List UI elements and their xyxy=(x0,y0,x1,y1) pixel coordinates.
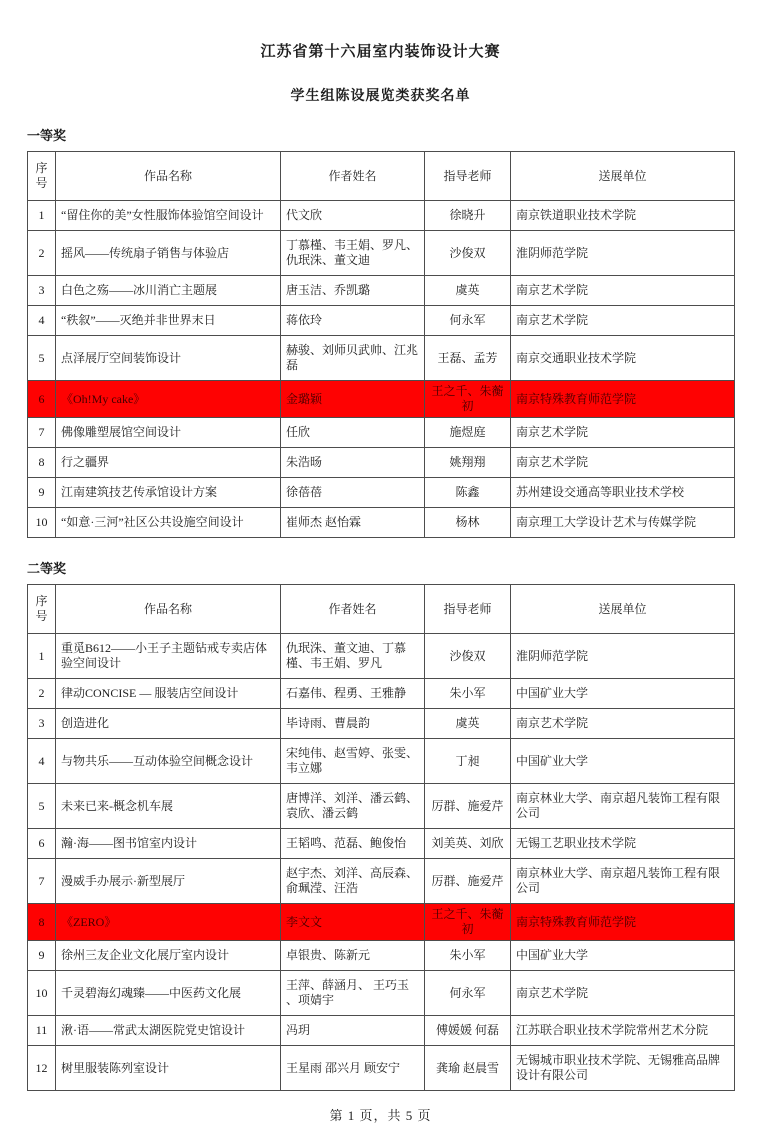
cell-title: “如意·三河”社区公共设施空间设计 xyxy=(56,508,281,538)
cell-unit: 中国矿业大学 xyxy=(511,941,735,971)
table-row xyxy=(28,904,735,941)
cell-title: 点泽展厅空间装饰设计 xyxy=(56,336,281,381)
column-header: 作者姓名 xyxy=(281,152,425,201)
cell-teachers: 丁昶 xyxy=(425,739,511,784)
table-row xyxy=(28,478,735,508)
cell-no: 9 xyxy=(28,478,56,508)
cell-teachers: 王之千、朱蘅初 xyxy=(425,381,511,418)
column-header: 作品名称 xyxy=(56,585,281,634)
cell-unit: 苏州建设交通高等职业技术学校 xyxy=(511,478,735,508)
cell-authors: 赵宇杰、刘洋、高辰森、俞珮滢、汪浩 xyxy=(281,859,425,904)
cell-no: 3 xyxy=(28,709,56,739)
cell-unit: 南京特殊教育师范学院 xyxy=(511,904,735,941)
cell-teachers: 王之千、朱蘅初 xyxy=(425,904,511,941)
cell-authors: 蒋依玲 xyxy=(281,306,425,336)
cell-authors: 冯玥 xyxy=(281,1016,425,1046)
table-row xyxy=(28,1046,735,1091)
cell-unit: 中国矿业大学 xyxy=(511,739,735,784)
cell-title: “留住你的美”女性服饰体验馆空间设计 xyxy=(56,201,281,231)
cell-unit: 中国矿业大学 xyxy=(511,679,735,709)
column-header: 送展单位 xyxy=(511,152,735,201)
cell-title: 徐州三友企业文化展厅室内设计 xyxy=(56,941,281,971)
cell-teachers: 虞英 xyxy=(425,709,511,739)
table-row xyxy=(28,941,735,971)
cell-title: 《ZERO》 xyxy=(56,904,281,941)
cell-no: 4 xyxy=(28,739,56,784)
cell-title: 瀚·海——图书馆室内设计 xyxy=(56,829,281,859)
cell-title: 行之疆界 xyxy=(56,448,281,478)
cell-title: 白色之殇——冰川消亡主题展 xyxy=(56,276,281,306)
cell-unit: 江苏联合职业技术学院常州艺术分院 xyxy=(511,1016,735,1046)
cell-title: 千灵碧海幻魂臻——中医药文化展 xyxy=(56,971,281,1016)
cell-teachers: 厉群、施爱芹 xyxy=(425,784,511,829)
awards-table xyxy=(27,584,735,1091)
cell-title: “秩叙”——灭绝并非世界末日 xyxy=(56,306,281,336)
cell-teachers: 何永军 xyxy=(425,306,511,336)
table-row xyxy=(28,859,735,904)
cell-no: 9 xyxy=(28,941,56,971)
cell-authors: 唐博洋、刘洋、潘云鹤、袁欣、潘云鹤 xyxy=(281,784,425,829)
section-label: 二等奖 xyxy=(27,561,67,576)
table-row xyxy=(28,508,735,538)
cell-teachers: 朱小军 xyxy=(425,941,511,971)
cell-title: 未来已来-概念机车展 xyxy=(56,784,281,829)
table-row xyxy=(28,829,735,859)
cell-no: 1 xyxy=(28,634,56,679)
cell-title: 江南建筑技艺传承馆设计方案 xyxy=(56,478,281,508)
cell-no: 7 xyxy=(28,859,56,904)
cell-title: 漫威手办展示·新型展厅 xyxy=(56,859,281,904)
section-label: 一等奖 xyxy=(27,128,67,143)
cell-no: 2 xyxy=(28,679,56,709)
cell-no: 10 xyxy=(28,971,56,1016)
cell-no: 8 xyxy=(28,904,56,941)
table-row xyxy=(28,679,735,709)
cell-authors: 毕诗雨、曹晨韵 xyxy=(281,709,425,739)
cell-authors: 宋纯伟、赵雪婷、张雯、韦立娜 xyxy=(281,739,425,784)
cell-title: 创造进化 xyxy=(56,709,281,739)
cell-no: 11 xyxy=(28,1016,56,1046)
cell-unit: 南京林业大学、南京超凡装饰工程有限公司 xyxy=(511,784,735,829)
cell-teachers: 徐晓升 xyxy=(425,201,511,231)
column-header: 指导老师 xyxy=(425,152,511,201)
cell-unit: 南京艺术学院 xyxy=(511,418,735,448)
cell-title: 律动CONCISE — 服装店空间设计 xyxy=(56,679,281,709)
cell-unit: 无锡工艺职业技术学院 xyxy=(511,829,735,859)
cell-no: 6 xyxy=(28,829,56,859)
cell-unit: 南京理工大学设计艺术与传媒学院 xyxy=(511,508,735,538)
cell-authors: 任欣 xyxy=(281,418,425,448)
table-row xyxy=(28,418,735,448)
cell-teachers: 陈鑫 xyxy=(425,478,511,508)
cell-teachers: 姚翔翔 xyxy=(425,448,511,478)
table-row xyxy=(28,336,735,381)
cell-unit: 南京艺术学院 xyxy=(511,971,735,1016)
column-header: 序号 xyxy=(28,585,56,634)
cell-no: 4 xyxy=(28,306,56,336)
table-row xyxy=(28,784,735,829)
cell-authors: 仇珉洙、董文迪、丁慕槿、韦王娟、罗凡 xyxy=(281,634,425,679)
header-row xyxy=(28,152,735,201)
table-row xyxy=(28,709,735,739)
column-header: 作品名称 xyxy=(56,152,281,201)
cell-no: 3 xyxy=(28,276,56,306)
column-header: 作者姓名 xyxy=(281,585,425,634)
cell-teachers: 沙俊双 xyxy=(425,231,511,276)
column-header: 送展单位 xyxy=(511,585,735,634)
cell-title: 摇风——传统扇子销售与体验店 xyxy=(56,231,281,276)
cell-unit: 南京特殊教育师范学院 xyxy=(511,381,735,418)
column-header: 指导老师 xyxy=(425,585,511,634)
page-title: 江苏省第十六届室内装饰设计大赛 xyxy=(260,44,501,60)
cell-authors: 石嘉伟、程勇、王雅静 xyxy=(281,679,425,709)
cell-authors: 代文欣 xyxy=(281,201,425,231)
cell-title: 《Oh!My cake》 xyxy=(56,381,281,418)
cell-teachers: 刘美英、刘欣 xyxy=(425,829,511,859)
table-row xyxy=(28,1016,735,1046)
table-row xyxy=(28,739,735,784)
header-row xyxy=(28,585,735,634)
cell-authors: 李文文 xyxy=(281,904,425,941)
cell-authors: 朱浩旸 xyxy=(281,448,425,478)
page-footer: 第 1 页，共 5 页 xyxy=(329,1108,432,1123)
cell-title: 佛像雕塑展馆空间设计 xyxy=(56,418,281,448)
cell-authors: 赫骏、刘师贝武帅、江兆磊 xyxy=(281,336,425,381)
cell-unit: 淮阴师范学院 xyxy=(511,634,735,679)
table-row xyxy=(28,971,735,1016)
cell-no: 5 xyxy=(28,336,56,381)
cell-teachers: 虞英 xyxy=(425,276,511,306)
cell-authors: 丁慕槿、韦王娟、罗凡、仇珉洙、董文迪 xyxy=(281,231,425,276)
cell-unit: 南京交通职业技术学院 xyxy=(511,336,735,381)
cell-teachers: 厉群、施爱芹 xyxy=(425,859,511,904)
cell-unit: 南京铁道职业技术学院 xyxy=(511,201,735,231)
cell-authors: 唐玉洁、乔凯璐 xyxy=(281,276,425,306)
table-row xyxy=(28,448,735,478)
cell-no: 10 xyxy=(28,508,56,538)
cell-title: 湫·语——常武太湖医院党史馆设计 xyxy=(56,1016,281,1046)
cell-teachers: 傅媛媛 何磊 xyxy=(425,1016,511,1046)
cell-unit: 南京艺术学院 xyxy=(511,276,735,306)
cell-no: 2 xyxy=(28,231,56,276)
table-row xyxy=(28,231,735,276)
column-header: 序号 xyxy=(28,152,56,201)
cell-no: 8 xyxy=(28,448,56,478)
cell-authors: 徐蓓蓓 xyxy=(281,478,425,508)
cell-teachers: 沙俊双 xyxy=(425,634,511,679)
cell-authors: 崔师杰 赵怡霖 xyxy=(281,508,425,538)
cell-authors: 王萍、薛涵月、 王巧玉 、项婧宇 xyxy=(281,971,425,1016)
cell-no: 7 xyxy=(28,418,56,448)
cell-teachers: 何永军 xyxy=(425,971,511,1016)
awards-table xyxy=(27,151,735,538)
table-row xyxy=(28,306,735,336)
cell-no: 1 xyxy=(28,201,56,231)
cell-unit: 南京艺术学院 xyxy=(511,306,735,336)
cell-unit: 淮阴师范学院 xyxy=(511,231,735,276)
cell-teachers: 施煜庭 xyxy=(425,418,511,448)
cell-no: 12 xyxy=(28,1046,56,1091)
cell-no: 5 xyxy=(28,784,56,829)
cell-teachers: 王磊、孟芳 xyxy=(425,336,511,381)
cell-authors: 金璐颖 xyxy=(281,381,425,418)
table-row xyxy=(28,201,735,231)
cell-teachers: 朱小军 xyxy=(425,679,511,709)
cell-title: 与物共乐——互动体验空间概念设计 xyxy=(56,739,281,784)
cell-teachers: 龚瑜 赵晨雪 xyxy=(425,1046,511,1091)
cell-unit: 南京林业大学、南京超凡装饰工程有限公司 xyxy=(511,859,735,904)
table-row xyxy=(28,634,735,679)
table-row xyxy=(28,381,735,418)
second-prize-section xyxy=(27,558,734,1091)
cell-no: 6 xyxy=(28,381,56,418)
cell-title: 重觅B612——小王子主题钻戒专卖店体验空间设计 xyxy=(56,634,281,679)
cell-authors: 王星雨 邵兴月 顾安宁 xyxy=(281,1046,425,1091)
cell-unit: 南京艺术学院 xyxy=(511,448,735,478)
cell-title: 树里服装陈列室设计 xyxy=(56,1046,281,1091)
cell-authors: 王韬鸣、范磊、鲍俊怡 xyxy=(281,829,425,859)
cell-unit: 南京艺术学院 xyxy=(511,709,735,739)
cell-teachers: 杨林 xyxy=(425,508,511,538)
cell-authors: 卓银贵、陈新元 xyxy=(281,941,425,971)
cell-unit: 无锡城市职业技术学院、无锡雅高品牌设计有限公司 xyxy=(511,1046,735,1091)
first-prize-section xyxy=(27,125,734,538)
table-row xyxy=(28,276,735,306)
page-subtitle: 学生组陈设展览类获奖名单 xyxy=(290,89,471,104)
